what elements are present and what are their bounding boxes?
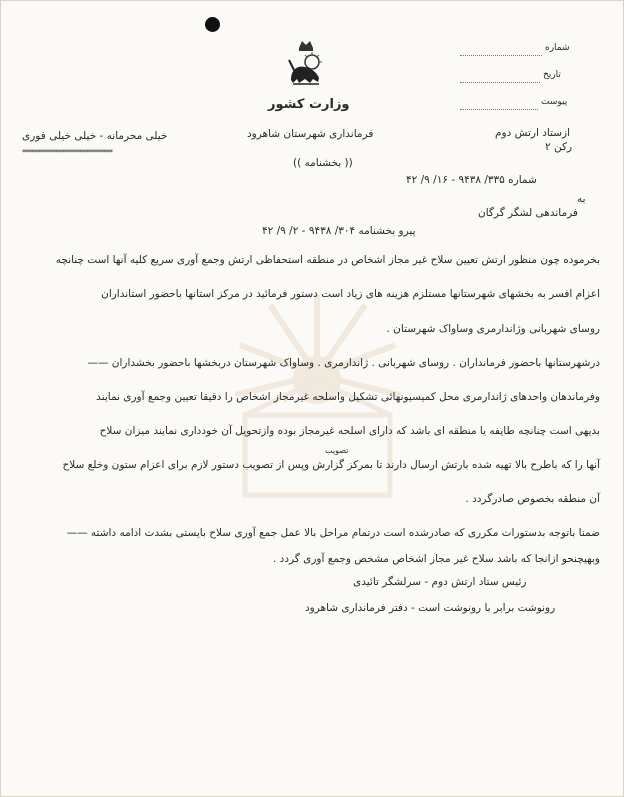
recipient-label: فرماندهی لشگر گرگان xyxy=(478,207,578,219)
number-label: شماره xyxy=(545,43,570,53)
date-label: تاریخ xyxy=(543,70,561,80)
sender-unit-label: رکن ۲ xyxy=(545,141,573,153)
punch-hole xyxy=(205,17,220,32)
ministry-title: وزارت کشور xyxy=(268,97,350,112)
number-field xyxy=(460,55,542,56)
classification-label: خیلی محرمانه - خیلی خیلی فوری xyxy=(22,130,168,142)
signature-line: رئیس ستاد ارتش دوم - سرلشگر تائیدی xyxy=(353,576,527,588)
body-line-6: بدیهی است چنانچه طایفه یا منطقه ای باشد که دارای اسلحه غیرمجاز بوده وازتحویل آن خودداری نمایند میزان سلاح xyxy=(99,425,600,437)
body-line-1: بخرموده چون منظور ارتش تعیین سلاح غیر مجاز اشخاص در منطقه استحفاظی ارتش وجمع آوری سریع کلیه آنها است چنانچه xyxy=(55,254,600,266)
attachment-field xyxy=(460,109,538,110)
body-line-3: روسای شهربانی وژاندارمری وساواک شهرستان . xyxy=(386,323,600,335)
circular-label: (( بخشنامه )) xyxy=(293,157,353,169)
body-line-9: ضمنا باتوجه بدستورات مکرری که صادرشده است درتمام مراحل بالا عمل جمع آوری سلاح بایستی بشدت ادامه داشته —— xyxy=(66,527,600,539)
to-label: به xyxy=(577,193,586,205)
body-line-2: اعزام افسر به بخشهای شهرستانها مستلزم هزینه های زیاد است دستور فرمائید در مرکز استانها باحضور استانداران xyxy=(101,288,600,300)
date-field xyxy=(460,82,540,83)
body-line-4: درشهرستانها باحضور فرمانداران . روسای شهربانی . ژاندارمری . وساواک شهرستان دربخشها باحضور بخشداران —— xyxy=(87,357,600,369)
lion-and-sun-emblem-icon xyxy=(285,38,327,92)
attachment-label: پیوست xyxy=(541,97,568,107)
sender-label: ازستاد ارتش دوم xyxy=(495,127,571,139)
body-line-7: آنها را که باطرح بالا تهیه شده بارتش ارسال دارند تا بمرکز گزارش وپس از تصویب دستور لازم برای اعزام ستون وخلع سلاح xyxy=(62,459,600,471)
approval-annotation: تصویب xyxy=(325,446,349,455)
copy-note: رونوشت برابر با رونوشت است - دفتر فرمانداری شاهرود xyxy=(305,602,556,614)
body-line-10: وبهیچنحو ازانجا که باشد سلاح غیر مجاز اشخاص مشخص وجمع آوری گردد . xyxy=(272,553,600,565)
classification-underline-stars: ****************************** xyxy=(22,148,112,156)
reference-number: شماره ۳۳۵/ ۹۴۳۸ - ۱۶/ ۹/ ۴۲ xyxy=(406,174,537,186)
office-title: فرمانداری شهرستان شاهرود xyxy=(247,128,374,140)
body-line-8: آن منطقه بخصوص صادرگردد . xyxy=(465,493,600,505)
body-line-5: وفرماندهان واحدهای ژاندارمری محل کمیسیونهائی تشکیل واسلحه غیرمجاز اشخاص را دقیقا تعیین وجمع آوری نمایند xyxy=(96,391,600,403)
follow-up-reference: پیرو بخشنامه ۳۰۴/ ۹۴۳۸ - ۲/ ۹/ ۴۲ xyxy=(262,225,416,237)
